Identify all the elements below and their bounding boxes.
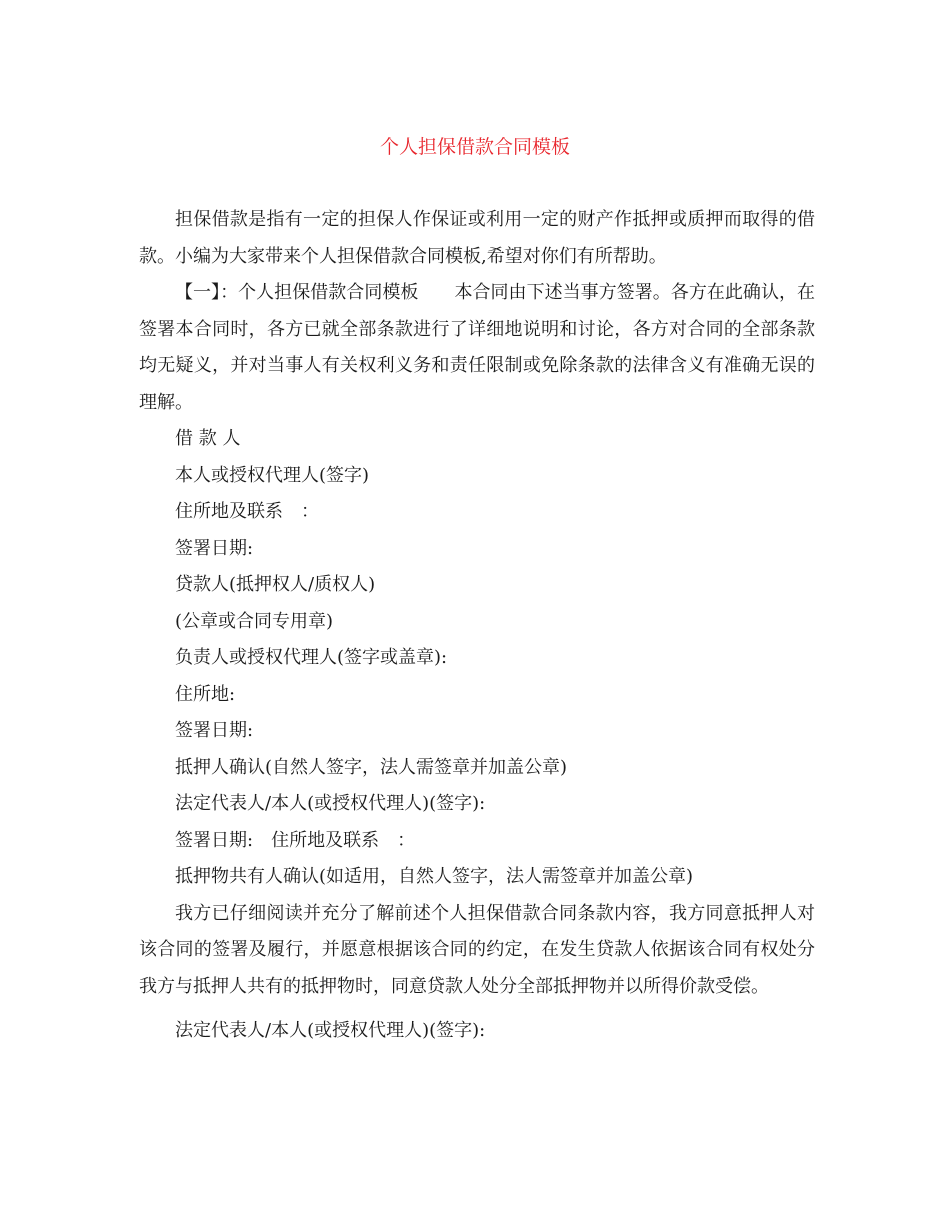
co-owner-confirm-line: 抵押物共有人确认(如适用，自然人签字，法人需签章并加盖公章) <box>175 866 694 887</box>
lender-label: 贷款人(抵押权人/质权人) <box>175 574 376 595</box>
mortgagor-signature-line: 法定代表人/本人(或授权代理人)(签字): <box>175 793 486 814</box>
lender-date-line: 签署日期: <box>175 720 254 741</box>
borrower-address-line: 住所地及联系 ： <box>175 501 319 522</box>
section-one-paragraph: 【一】：个人担保借款合同模板 本合同由下述当事方签署。各方在此确认，在签署本合同时，各方已就全部条款进行了详细地说明和讨论，各方对合同的全部条款均无疑义，并对当事人有关权利义务和责任限制或免除条款的法律含义有准确无误的理解。 <box>139 282 815 413</box>
borrower-date-line: 签署日期: <box>175 537 254 559</box>
borrower-signature-line: 本人或授权代理人(签字) <box>175 464 370 486</box>
mortgagor-date-address-line: 签署日期: 住所地及联系 ： <box>175 829 416 851</box>
borrower-label: 借 款 人 <box>175 428 241 449</box>
intro-paragraph: 担保借款是指有一定的担保人作保证或利用一定的财产作抵押或质押而取得的借款。小编为大家带来个人担保借款合同模板,希望对你们有所帮助。 <box>139 209 815 267</box>
final-signature-line: 法定代表人/本人(或授权代理人)(签字): <box>175 1020 486 1041</box>
spacer <box>139 1005 815 1013</box>
mortgagor-confirm-line: 抵押人确认(自然人签字，法人需签章并加盖公章) <box>175 756 568 778</box>
lender-signature-line: 负责人或授权代理人(签字或盖章): <box>175 647 448 668</box>
lender-address-line: 住所地: <box>175 683 236 705</box>
document-title: 个人担保借款合同模板 <box>379 136 570 158</box>
lender-seal-line: (公章或合同专用章) <box>175 610 334 632</box>
co-owner-statement: 我方已仔细阅读并充分了解前述个人担保借款合同条款内容，我方同意抵押人对该合同的签署及履行，并愿意根据该合同的约定，在发生贷款人依据该合同有权处分我方与抵押人共有的抵押物时，同意贷款人处分全部抵押物并以所得价款受偿。 <box>139 902 815 997</box>
document-body <box>139 202 815 1050</box>
